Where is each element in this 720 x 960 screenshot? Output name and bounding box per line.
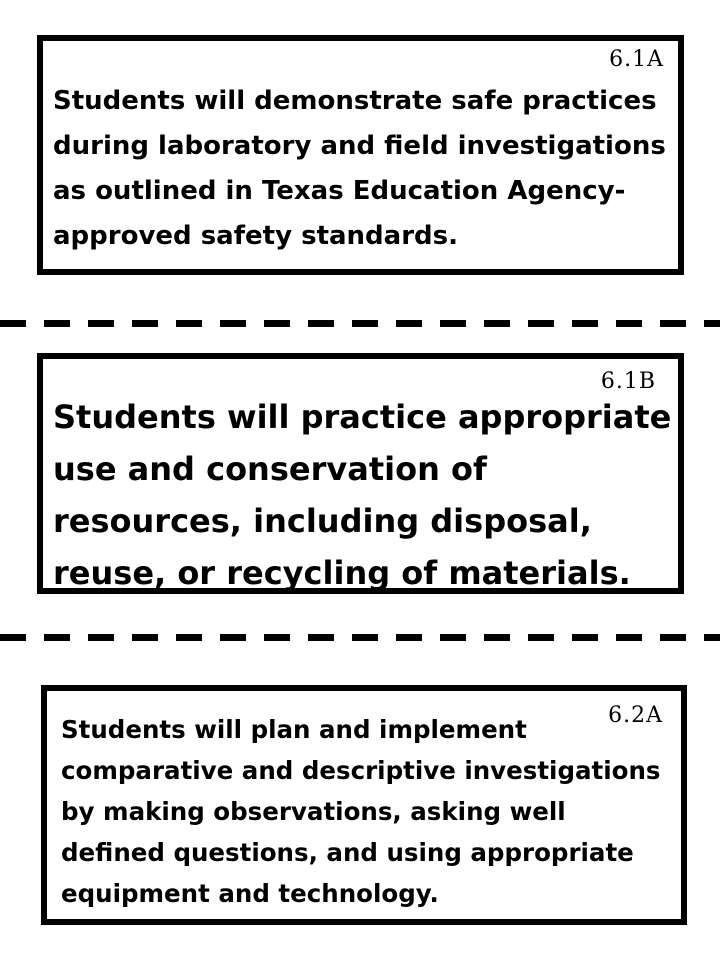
standard-text-line: resources, including disposal, (53, 502, 592, 540)
standard-text-line: comparative and descriptive investigations (61, 756, 661, 785)
standard-text (53, 391, 671, 599)
standard-text-line: Students will practice appropriate (53, 398, 672, 436)
standard-card-6-2a (41, 685, 687, 925)
cut-line-divider (0, 634, 720, 641)
standard-text-line: during laboratory and field investigations (53, 131, 666, 161)
standard-text-line: equipment and technology. (61, 879, 439, 908)
standard-text-line: as outlined in Texas Education Agency- (53, 176, 626, 206)
standard-text-line: reuse, or recycling of materials. (53, 554, 631, 592)
standard-text-line: by making observations, asking well (61, 797, 566, 826)
standard-text (53, 79, 666, 259)
standard-code: 6.1B (600, 369, 656, 394)
cut-line-divider (0, 320, 720, 327)
standard-text-line: use and conservation of (53, 450, 487, 488)
standard-code: 6.1A (609, 47, 664, 72)
standard-text-line: defined questions, and using appropriate (61, 838, 634, 867)
standard-card-6-1a (37, 35, 684, 275)
standard-text-line: Students will demonstrate safe practices (53, 86, 657, 116)
standard-text (61, 709, 661, 914)
standard-card-6-1b (37, 353, 684, 594)
standard-text-line: Students will plan and implement (61, 715, 527, 744)
standard-text-line: approved safety standards. (53, 221, 458, 251)
standard-code: 6.2A (608, 703, 663, 728)
